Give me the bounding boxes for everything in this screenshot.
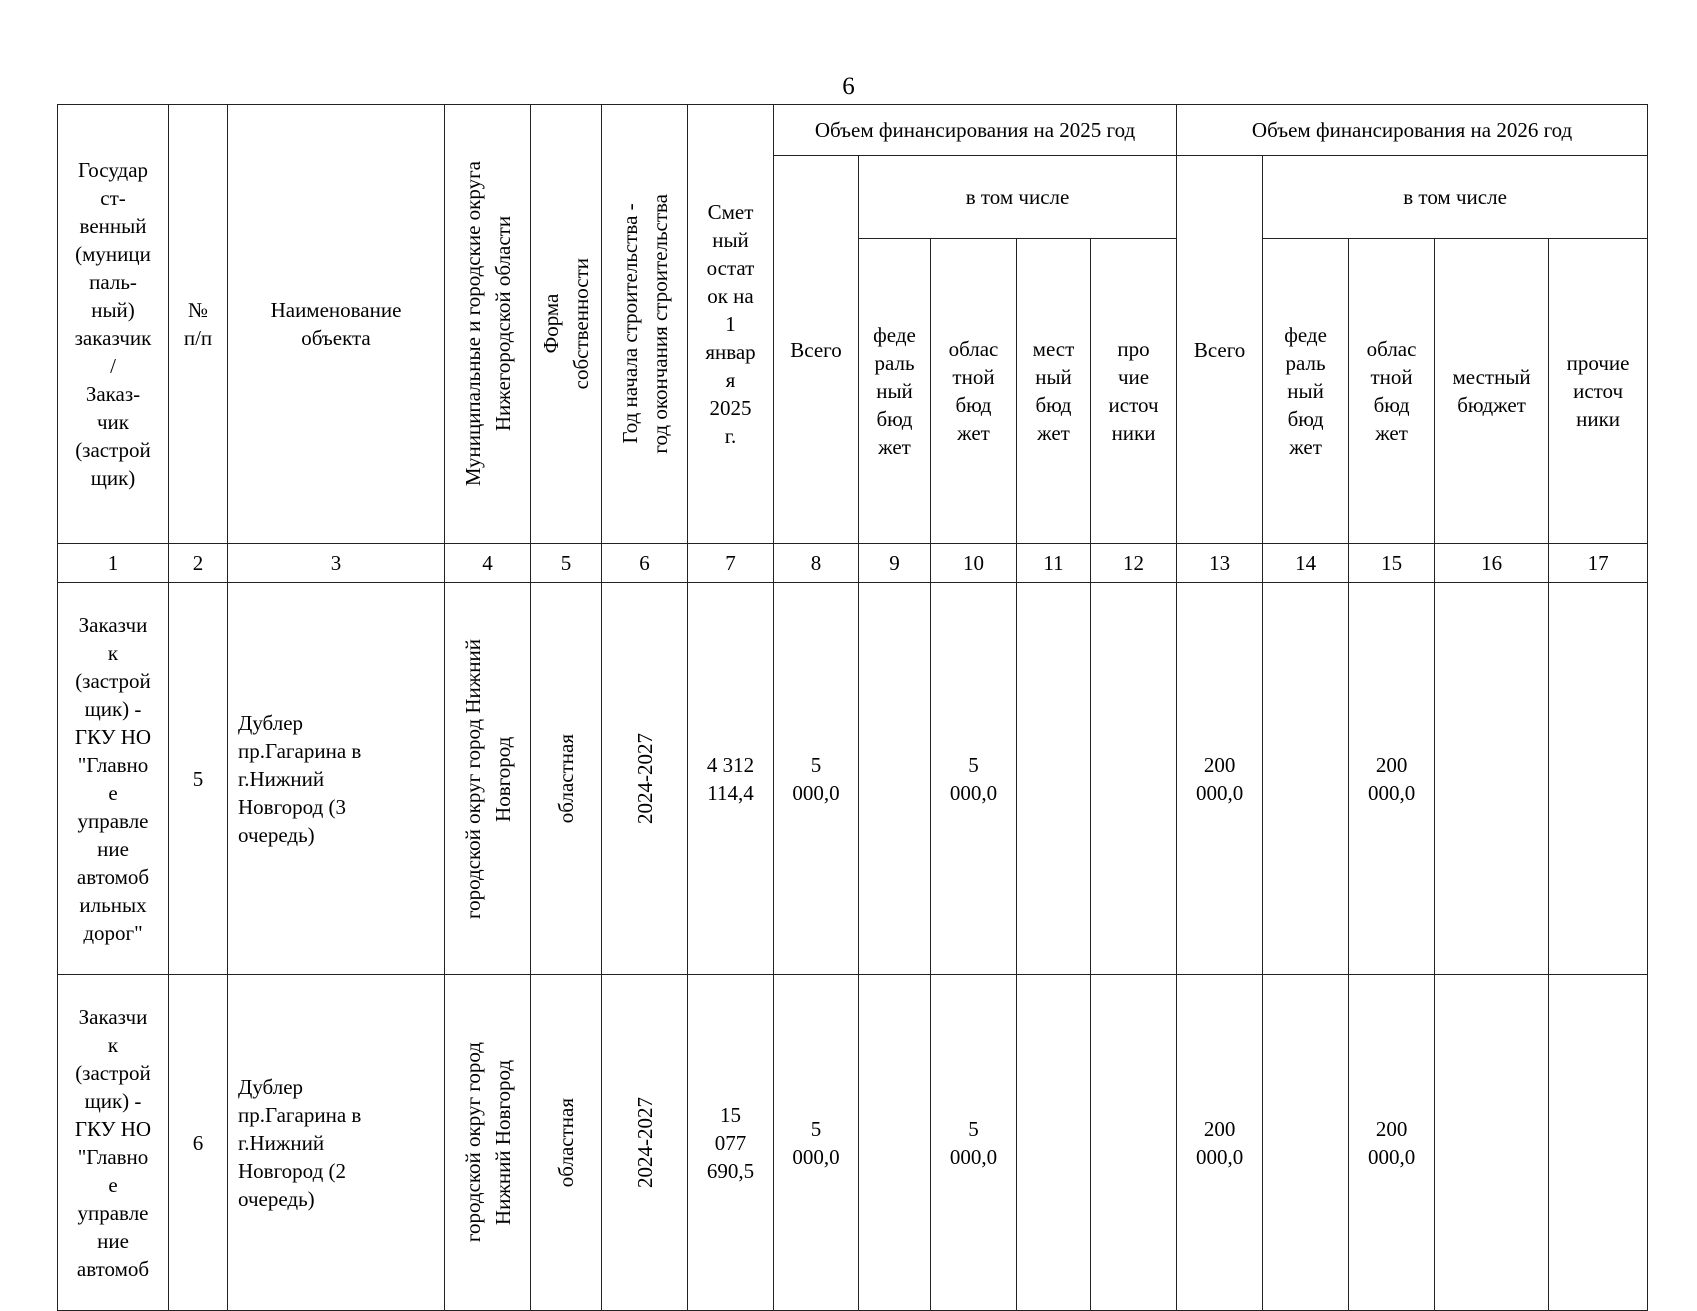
number-cell: 6 xyxy=(169,975,228,1311)
regional-2025-cell: 5 000,0 xyxy=(931,583,1017,975)
column-number: 9 xyxy=(859,544,931,583)
regional-2026-cell: 200 000,0 xyxy=(1349,583,1435,975)
header-incl-2026: в том числе xyxy=(1263,156,1648,239)
other-2025-cell xyxy=(1091,975,1177,1311)
header-regional-2026: облас тной бюд жет xyxy=(1349,239,1435,544)
total-2025-cell: 5 000,0 xyxy=(774,975,859,1311)
total-2025-cell: 5 000,0 xyxy=(774,583,859,975)
ownership-cell xyxy=(531,975,602,1311)
column-number: 14 xyxy=(1263,544,1349,583)
column-number: 2 xyxy=(169,544,228,583)
column-number: 8 xyxy=(774,544,859,583)
local-2025-cell xyxy=(1017,975,1091,1311)
customer-cell: Заказчи к (застрой щик) - ГКУ НО "Главно е управле ние автомоб ильных дорог" xyxy=(58,583,169,975)
regional-2025-cell: 5 000,0 xyxy=(931,975,1017,1311)
other-2026-cell xyxy=(1549,975,1648,1311)
column-number: 10 xyxy=(931,544,1017,583)
federal-2026-cell xyxy=(1263,583,1349,975)
header-fin-2026: Объем финансирования на 2026 год xyxy=(1177,105,1648,156)
column-number: 12 xyxy=(1091,544,1177,583)
column-number-row xyxy=(58,544,1648,583)
header-municipality-text: Муниципальные и городские округа Нижегородской области xyxy=(460,161,515,487)
page-number: 6 xyxy=(842,73,855,100)
header-ownership-text: Форма собственности xyxy=(539,258,593,390)
header-row xyxy=(58,105,1648,156)
municipality-cell xyxy=(445,583,531,975)
other-2026-cell xyxy=(1549,583,1648,975)
header-fin-2025: Объем финансирования на 2025 год xyxy=(774,105,1177,156)
column-number: 15 xyxy=(1349,544,1435,583)
header-local-2026: местный бюджет xyxy=(1435,239,1549,544)
estimate-cell: 15 077 690,5 xyxy=(688,975,774,1311)
header-regional-2025: облас тной бюд жет xyxy=(931,239,1017,544)
years-cell xyxy=(602,583,688,975)
header-years xyxy=(602,105,688,544)
header-customer: Государ ст- венный (муници паль- ный) заказчик / Заказ- чик (застрой щик) xyxy=(58,105,169,544)
header-years-text: Год начала строительства - год окончания строительства xyxy=(617,194,672,454)
years-cell-text: 2024-2027 xyxy=(632,1097,657,1188)
local-2026-cell xyxy=(1435,583,1549,975)
header-estimate: Смет ный остат ок на 1 январ я 2025 г. xyxy=(688,105,774,544)
table-row xyxy=(58,975,1648,1311)
local-2026-cell xyxy=(1435,975,1549,1311)
municipality-cell-text: городской округ город Нижний Новгород xyxy=(460,1042,515,1243)
header-ownership xyxy=(531,105,602,544)
ownership-cell-text: областная xyxy=(554,1097,578,1188)
municipality-cell xyxy=(445,975,531,1311)
ownership-cell-text: областная xyxy=(554,733,578,824)
years-cell-text: 2024-2027 xyxy=(632,733,657,824)
header-object-name: Наименование объекта xyxy=(228,105,445,544)
column-number: 3 xyxy=(228,544,445,583)
customer-cell: Заказчи к (застрой щик) - ГКУ НО "Главно е управле ние автомоб xyxy=(58,975,169,1311)
column-number: 1 xyxy=(58,544,169,583)
financing-table xyxy=(57,104,1648,1311)
column-number: 13 xyxy=(1177,544,1263,583)
object-name-cell: Дублер пр.Гагарина в г.Нижний Новгород (2 очередь) xyxy=(228,975,445,1311)
ownership-cell xyxy=(531,583,602,975)
federal-2026-cell xyxy=(1263,975,1349,1311)
estimate-cell: 4 312 114,4 xyxy=(688,583,774,975)
total-2026-cell: 200 000,0 xyxy=(1177,975,1263,1311)
number-cell: 5 xyxy=(169,583,228,975)
header-incl-2025: в том числе xyxy=(859,156,1177,239)
years-cell xyxy=(602,975,688,1311)
header-number: № п/п xyxy=(169,105,228,544)
column-number: 4 xyxy=(445,544,531,583)
header-other-2025: про чие источ ники xyxy=(1091,239,1177,544)
column-number: 7 xyxy=(688,544,774,583)
column-number: 17 xyxy=(1549,544,1648,583)
total-2026-cell: 200 000,0 xyxy=(1177,583,1263,975)
column-number: 5 xyxy=(531,544,602,583)
table-row xyxy=(58,583,1648,975)
column-number: 11 xyxy=(1017,544,1091,583)
header-federal-2026: феде раль ный бюд жет xyxy=(1263,239,1349,544)
federal-2025-cell xyxy=(859,583,931,975)
header-local-2025: мест ный бюд жет xyxy=(1017,239,1091,544)
regional-2026-cell: 200 000,0 xyxy=(1349,975,1435,1311)
column-number: 6 xyxy=(602,544,688,583)
object-name-cell: Дублер пр.Гагарина в г.Нижний Новгород (3 очередь) xyxy=(228,583,445,975)
header-other-2026: прочие источ ники xyxy=(1549,239,1648,544)
municipality-cell-text: городской округ город Нижний Новгород xyxy=(460,638,515,919)
local-2025-cell xyxy=(1017,583,1091,975)
federal-2025-cell xyxy=(859,975,931,1311)
header-municipality xyxy=(445,105,531,544)
column-number: 16 xyxy=(1435,544,1549,583)
header-federal-2025: феде раль ный бюд жет xyxy=(859,239,931,544)
header-total-2025: Всего xyxy=(774,156,859,544)
other-2025-cell xyxy=(1091,583,1177,975)
header-total-2026: Всего xyxy=(1177,156,1263,544)
